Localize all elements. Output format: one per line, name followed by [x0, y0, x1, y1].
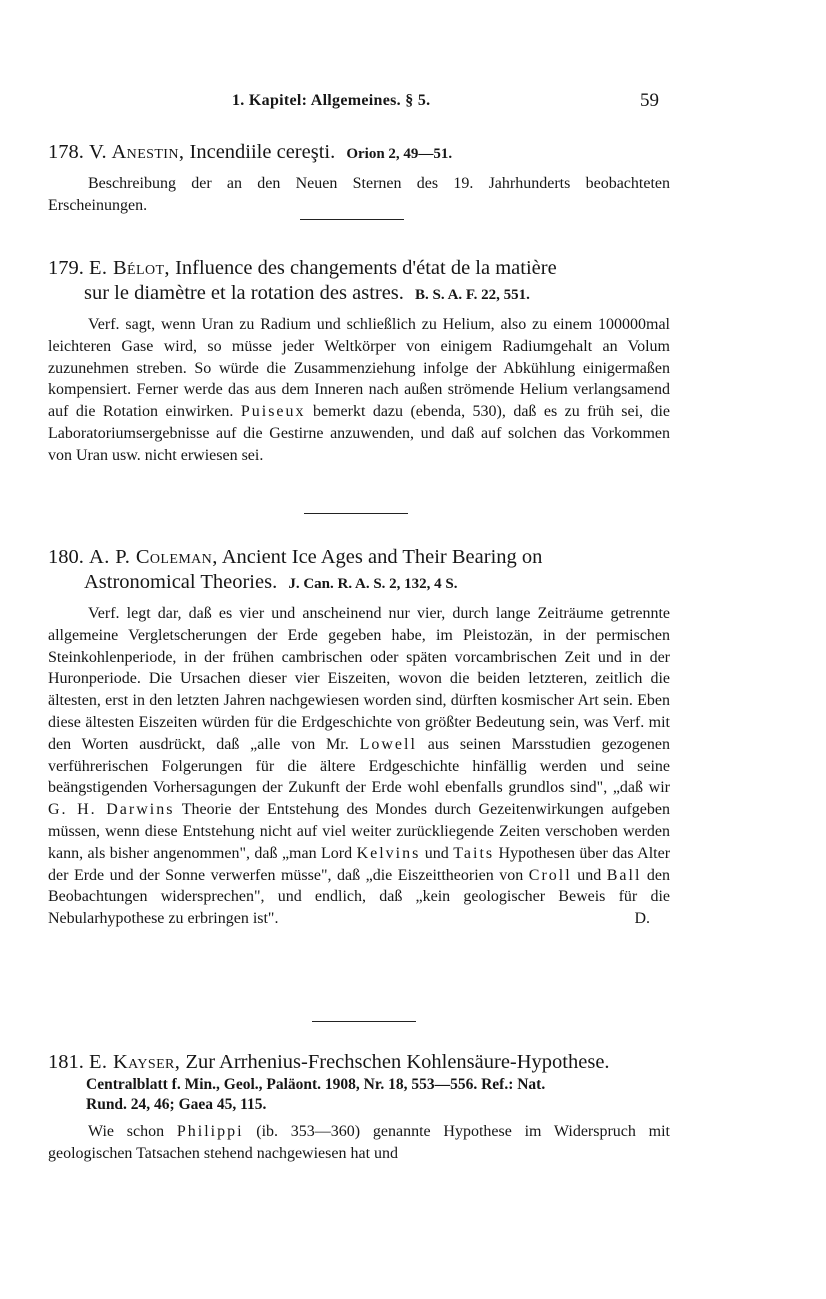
entry-source-line2: Rund. 24, 46; Gaea 45, 115.: [86, 1096, 267, 1113]
entry-source-line1: Centralblatt f. Min., Geol., Paläont. 1908, Nr. 18, 553—556. Ref.: Nat.: [86, 1076, 546, 1093]
entry-title-line2: sur le diamètre et la rotation des astres.: [84, 282, 404, 304]
entry-source: B. S. A. F. 22, 551.: [415, 287, 530, 303]
entry-title: [48, 1050, 670, 1075]
entry-abstract: [48, 1121, 670, 1165]
entry-title-line1: Influence des changements d'état de la matière: [175, 257, 557, 279]
entry-title-continued: [48, 281, 670, 308]
reviewer-signature: D.: [634, 909, 650, 927]
entry-author: A. P. Coleman,: [89, 546, 218, 568]
running-head: 1. Kapitel: Allgemeines. § 5.: [232, 92, 431, 109]
entry-source: J. Can. R. A. S. 2, 132, 4 S.: [288, 576, 458, 592]
separator-rule: [312, 1021, 416, 1022]
abstract-text: Hypothesen über das Alter der Erde und der Sonne verwerfen müsse", daß „die Eiszeittheorien von: [48, 844, 671, 884]
entry-title-text: Zur Arrhenius-Frechschen Kohlensäure-Hypothese.: [185, 1051, 610, 1073]
person-name: Taits: [453, 844, 495, 862]
entry-author: V. Anestin,: [89, 141, 185, 163]
entry-178: [48, 140, 670, 217]
entry-author: E. Kayser,: [89, 1051, 181, 1073]
person-name: Puiseux: [240, 403, 306, 421]
entry-number: 181.: [48, 1051, 84, 1073]
entry-181: [48, 1050, 670, 1165]
abstract-text: und: [424, 844, 449, 862]
separator-rule: [304, 513, 408, 514]
entry-title: [48, 256, 670, 281]
entry-number: 178.: [48, 141, 84, 163]
page-header: [0, 90, 826, 116]
entry-180: [48, 545, 670, 928]
entry-title-continued: [48, 570, 670, 597]
entry-179: [48, 256, 670, 467]
entry-title-line1: Ancient Ice Ages and Their Bearing on: [221, 546, 543, 568]
entry-abstract: Beschreibung der an den Neuen Sternen des 19. Jahrhunderts beobachteten Erscheinungen.: [48, 175, 670, 214]
person-name: Croll: [528, 866, 572, 884]
entry-title-line2: Astronomical Theories.: [84, 571, 278, 593]
entry-title-text: Incendiile cereşti.: [189, 141, 336, 163]
abstract-text: bemerkt dazu (ebenda, 530), daß es zu früh sei, die Laboratoriumsergebnisse auf die Gestirne anzuwenden, und daß auf solchen das Vorkommen von Uran usw. nicht erwiesen sei.: [48, 403, 671, 464]
person-name: Kelvins: [356, 844, 421, 862]
abstract-text: Verf. sagt, wenn Uran zu Radium und schließlich zu Helium, also zu einem 100000mal leichteren Gase wird, so müsse jeder Weltkörper von einigem Radiumgehalt an Volum zuzunehmen streben. So würde die Zusammenziehung infolge der Abkühlung einigermaßen kompensiert. Ferner werde das aus dem Inneren nach außen strömende Helium verlangsamend auf die Rotation einwirken.: [48, 316, 670, 421]
page-number: 59: [640, 90, 659, 111]
separator-rule: [300, 219, 404, 220]
abstract-text: (ib. 353—360) genannte Hypothese im Widerspruch mit geologischen Tatsachen stehend nachgewiesen hat und: [48, 1123, 670, 1162]
entry-number: 179.: [48, 257, 84, 279]
person-name: Philippi: [176, 1123, 244, 1140]
abstract-text: Verf. legt dar, daß es vier und anscheinend nur vier, durch lange Zeiträume getrennte allgemeine Vergletscherungen der Erde gegeben habe, im Pleistozän, in der permischen Steinkohlenperiode, in der frühen cambrischen oder späten vorcambrischen Zeit und in der Huronperiode. Die Ursachen dieser vier Eiszeiten, wovon die beiden letzteren, zeitlich die ältesten, erst in den letzten Jahren nachgewiesen worden sind, dürften kosmischer Art sein. Eben diese ältesten Eiszeiten würden für die Erdgeschichte von größter Bedeutung sein, was Verf. mit den Worten ausdrückt, daß „alle von Mr.: [48, 605, 670, 753]
abstract-text: Wie schon: [88, 1123, 165, 1140]
entry-title: [48, 140, 670, 167]
abstract-text: den Beobachtungen widersprechen", und endlich, daß „kein geologischer Beweis für die Nebularhypothese zu erbringen ist".: [48, 866, 671, 928]
person-name: Lowell: [359, 735, 417, 753]
entry-source: Orion 2, 49—51.: [346, 146, 453, 162]
entry-abstract: [48, 603, 670, 930]
person-name: Ball: [606, 866, 642, 884]
entry-author: E. Bélot,: [89, 257, 170, 279]
abstract-text: und: [577, 866, 602, 884]
entry-abstract: [48, 314, 670, 467]
person-name: G. H. Darwins: [48, 801, 175, 819]
entry-number: 180.: [48, 546, 84, 568]
abstract-text: Theorie der Entstehung des Mondes durch Gezeitenwirkungen aufgeben müssen, wenn diese Entstehung nicht auf viel weiter zurückliegende Zeiten verschoben werden kann, als bisher angenommen", daß „man Lord: [48, 801, 670, 862]
entry-title: [48, 545, 670, 570]
abstract-text: aus seinen Marsstudien gezogenen verführerischen Folgerungen für die ältere Erdgeschichte hinfällig werden und seine beängstigenden Vorhersagungen der Zukunft der Erde wohl ebenfalls grundlos sind", „daß wir: [48, 735, 670, 797]
